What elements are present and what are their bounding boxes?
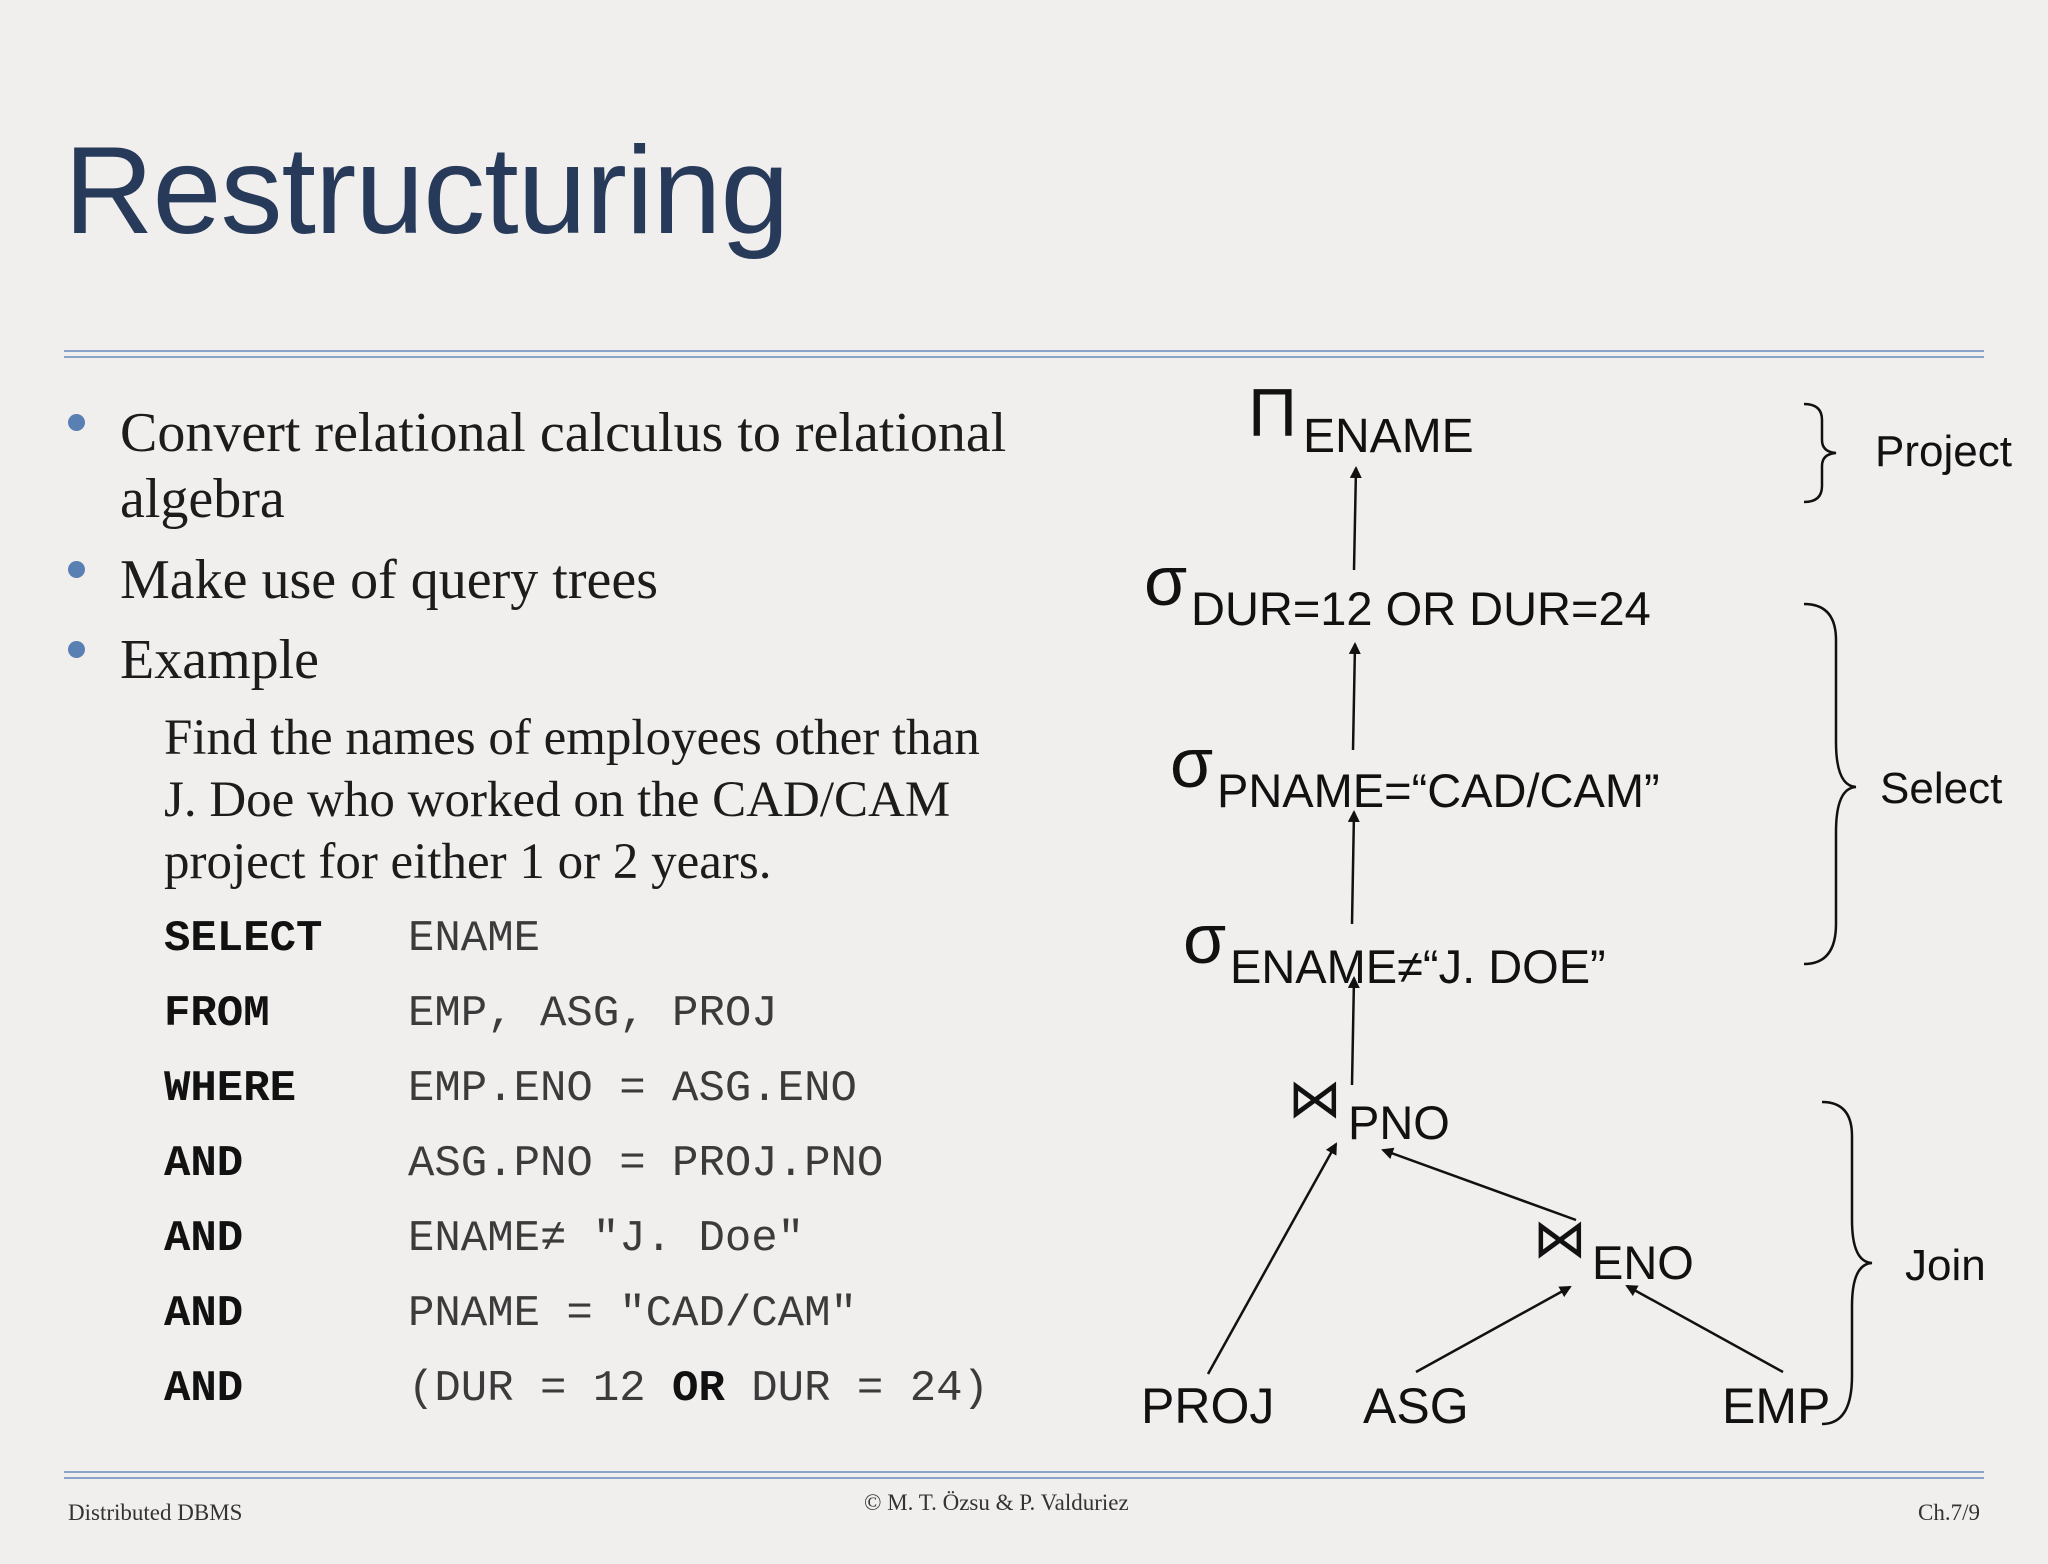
bullet-line: Convert relational calculus to relational [120, 402, 1007, 464]
node-select-dur [1144, 542, 1651, 635]
node-select-ename [1183, 900, 1606, 993]
edge-asg-to-join-eno [1416, 1287, 1570, 1372]
footer-page-number: Ch.7/9 [1918, 1500, 1980, 1525]
edge-select-pname-to-select-dur [1353, 644, 1355, 750]
sql-clause-part: DUR = 24) [724, 1364, 989, 1414]
sql-clause: ASG.PNO = PROJ.PNO [408, 1139, 884, 1189]
selection-symbol: σ [1144, 542, 1188, 620]
select-brace [1804, 604, 1856, 964]
node-subscript: ENAME≠“J. DOE” [1230, 940, 1606, 993]
node-subscript: ENO [1592, 1236, 1694, 1289]
sql-keyword: FROM [164, 989, 270, 1039]
node-select-pname [1170, 724, 1660, 817]
sql-clause: EMP.ENO = ASG.ENO [408, 1064, 857, 1114]
selection-symbol: σ [1170, 724, 1214, 802]
sql-clause: EMP, ASG, PROJ [408, 989, 778, 1039]
edge-proj-to-join-pno [1208, 1144, 1336, 1374]
sql-keyword: AND [164, 1289, 244, 1339]
node-subscript: PNO [1348, 1096, 1450, 1149]
sql-keyword: SELECT [164, 914, 323, 964]
sql-keyword: AND [164, 1214, 244, 1264]
join-symbol: ⋈ [1288, 1069, 1342, 1129]
leaf-proj: PROJ [1141, 1378, 1275, 1434]
join-brace [1822, 1102, 1872, 1424]
slide-title: Restructuring [64, 122, 789, 260]
selection-symbol: σ [1183, 900, 1227, 978]
node-project [1248, 375, 1474, 463]
example-line: Find the names of employees other than [164, 710, 980, 766]
join-symbol: ⋈ [1533, 1209, 1587, 1269]
node-join-eno [1533, 1209, 1694, 1289]
footer-divider-bottom [64, 1477, 1984, 1479]
sql-clause: ENAME [408, 914, 541, 964]
node-join-pno [1288, 1069, 1450, 1149]
example-line: project for either 1 or 2 years. [164, 834, 772, 890]
leaf-emp: EMP [1722, 1378, 1831, 1434]
edge-join-pno-to-select-ename [1352, 978, 1354, 1085]
node-subscript: PNAME=“CAD/CAM” [1217, 764, 1660, 817]
node-subscript: ENAME [1303, 410, 1474, 463]
project-brace-label: Project [1875, 427, 2012, 476]
sql-or-keyword: OR [672, 1364, 725, 1414]
node-subscript: DUR=12 OR DUR=24 [1191, 582, 1651, 635]
sql-clause-part: (DUR = 12 [408, 1364, 673, 1414]
leaf-asg: ASG [1363, 1378, 1469, 1434]
sql-clause: PNAME = "CAD/CAM" [408, 1289, 857, 1339]
select-brace-label: Select [1880, 764, 2003, 813]
sql-clause: ENAME≠ "J. Doe" [408, 1214, 805, 1264]
footer-copyright: © M. T. Özsu & P. Valduriez [864, 1490, 1129, 1515]
bullet-line: algebra [120, 468, 285, 530]
bullet-item: Make use of query trees [120, 549, 659, 611]
edge-select-ename-to-select-pname [1352, 812, 1354, 924]
project-brace [1804, 404, 1836, 502]
edge-select-dur-to-project [1354, 468, 1356, 570]
example-line: J. Doe who worked on the CAD/CAM [164, 772, 951, 828]
footer-course: Distributed DBMS [68, 1500, 243, 1525]
projection-symbol: Π [1248, 375, 1298, 451]
sql-keyword: AND [164, 1364, 244, 1414]
sql-keyword: WHERE [164, 1064, 297, 1114]
sql-keyword: AND [164, 1139, 244, 1189]
footer-divider-top [64, 1471, 1984, 1473]
brace-shapes [1804, 404, 1872, 1424]
bullet-item: Example [120, 629, 320, 691]
join-brace-label: Join [1905, 1241, 1986, 1290]
edge-emp-to-join-eno [1627, 1286, 1783, 1372]
